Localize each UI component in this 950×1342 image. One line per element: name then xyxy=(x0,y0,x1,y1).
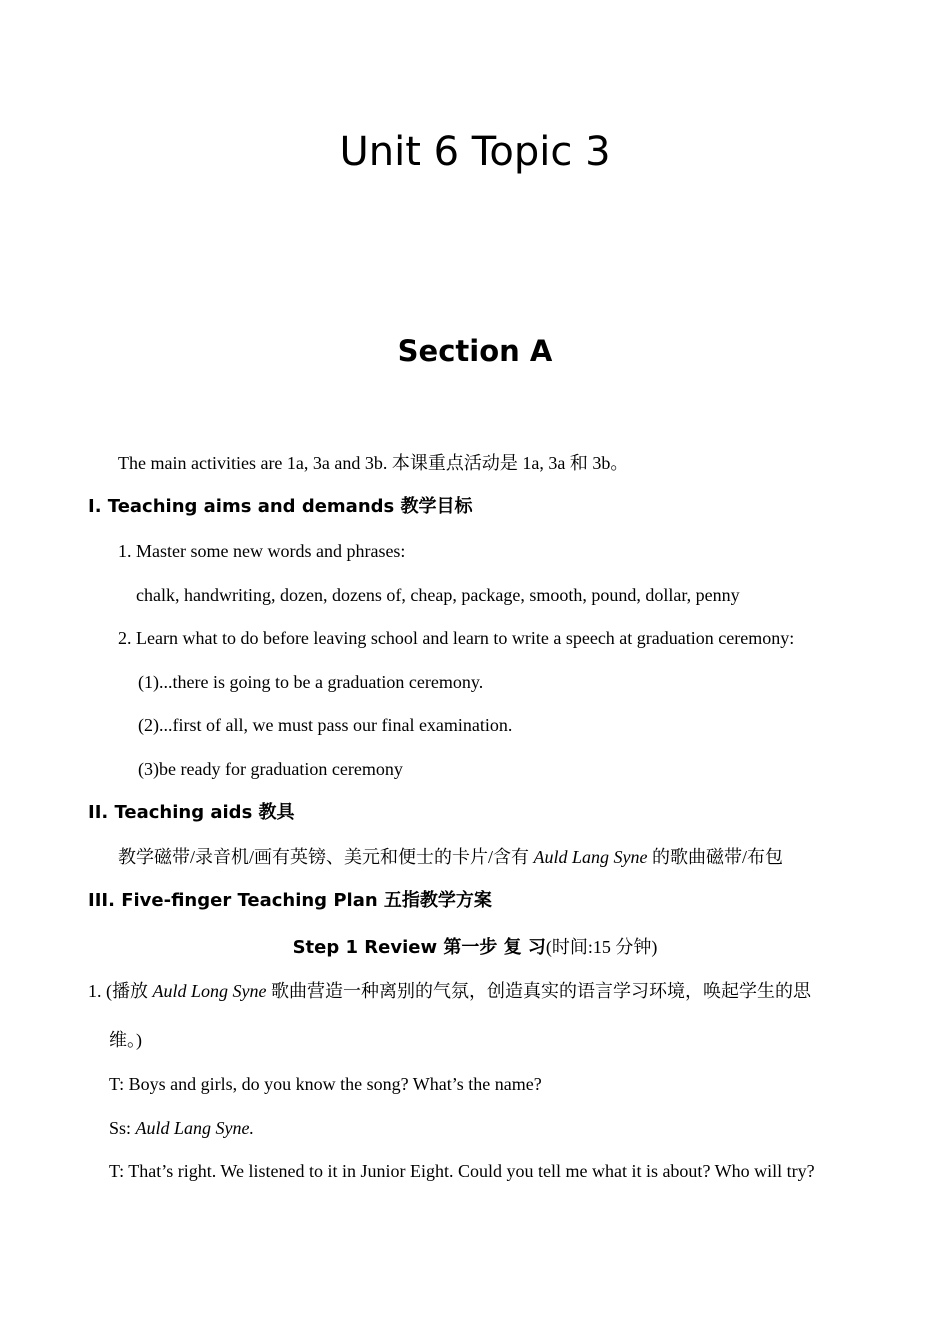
aims-item-1: 1. Master some new words and phrases: xyxy=(118,541,406,561)
aims-sub-item-2: (2)...first of all, we must pass our final examination. xyxy=(138,715,513,735)
document-title: Unit 6 Topic 3 xyxy=(339,129,611,175)
aids-text-before: 教学磁带/录音机/画有英镑、美元和便士的卡片/含有 xyxy=(118,847,534,867)
aids-song-title: Auld Lang Syne xyxy=(533,847,648,867)
plan-heading: III. Five-finger Teaching Plan 五指教学方案 xyxy=(88,890,492,911)
students-prefix: Ss: xyxy=(109,1118,136,1138)
intro-paragraph: The main activities are 1a, 3a and 3b. 本课重点活动是 1a, 3a 和 3b。 xyxy=(118,453,629,473)
aids-paragraph xyxy=(118,846,783,868)
step-paragraph-1-continued: 维。) xyxy=(109,1030,142,1050)
p1-text-after: 歌曲营造一种离别的气氛，创造真实的语言学习环境，唤起学生的思 xyxy=(266,981,811,1001)
step-paragraph-1 xyxy=(88,980,811,1002)
p1-song-title: Auld Long Syne xyxy=(152,981,267,1001)
p1-text-before: 1. (播放 xyxy=(88,981,153,1001)
section-heading: Section A xyxy=(397,334,553,368)
dialogue-teacher-2: T: That’s right. We listened to it in Junior Eight. Could you tell me what it is about? Who will try? xyxy=(109,1161,815,1181)
aims-item-2: 2. Learn what to do before leaving school and learn to write a speech at graduation ceremony: xyxy=(118,628,795,648)
dialogue-teacher-1: T: Boys and girls, do you know the song? What’s the name? xyxy=(109,1074,542,1094)
step-heading xyxy=(0,933,950,959)
students-song-title: Auld Lang Syne. xyxy=(135,1118,255,1138)
step-time: (时间:15 分钟) xyxy=(545,937,658,957)
aids-text-after: 的歌曲磁带/布包 xyxy=(647,847,784,867)
aims-heading: I. Teaching aims and demands 教学目标 xyxy=(88,496,473,517)
aids-heading: II. Teaching aids 教具 xyxy=(88,802,295,823)
aims-sub-item-3: (3)be ready for graduation ceremony xyxy=(138,759,403,779)
dialogue-students-1 xyxy=(109,1117,254,1139)
step-title: Step 1 Review 第一步 复 习 xyxy=(292,937,546,958)
aims-word-list: chalk, handwriting, dozen, dozens of, cheap, package, smooth, pound, dollar, penny xyxy=(136,585,740,605)
aims-sub-item-1: (1)...there is going to be a graduation ceremony. xyxy=(138,672,484,692)
